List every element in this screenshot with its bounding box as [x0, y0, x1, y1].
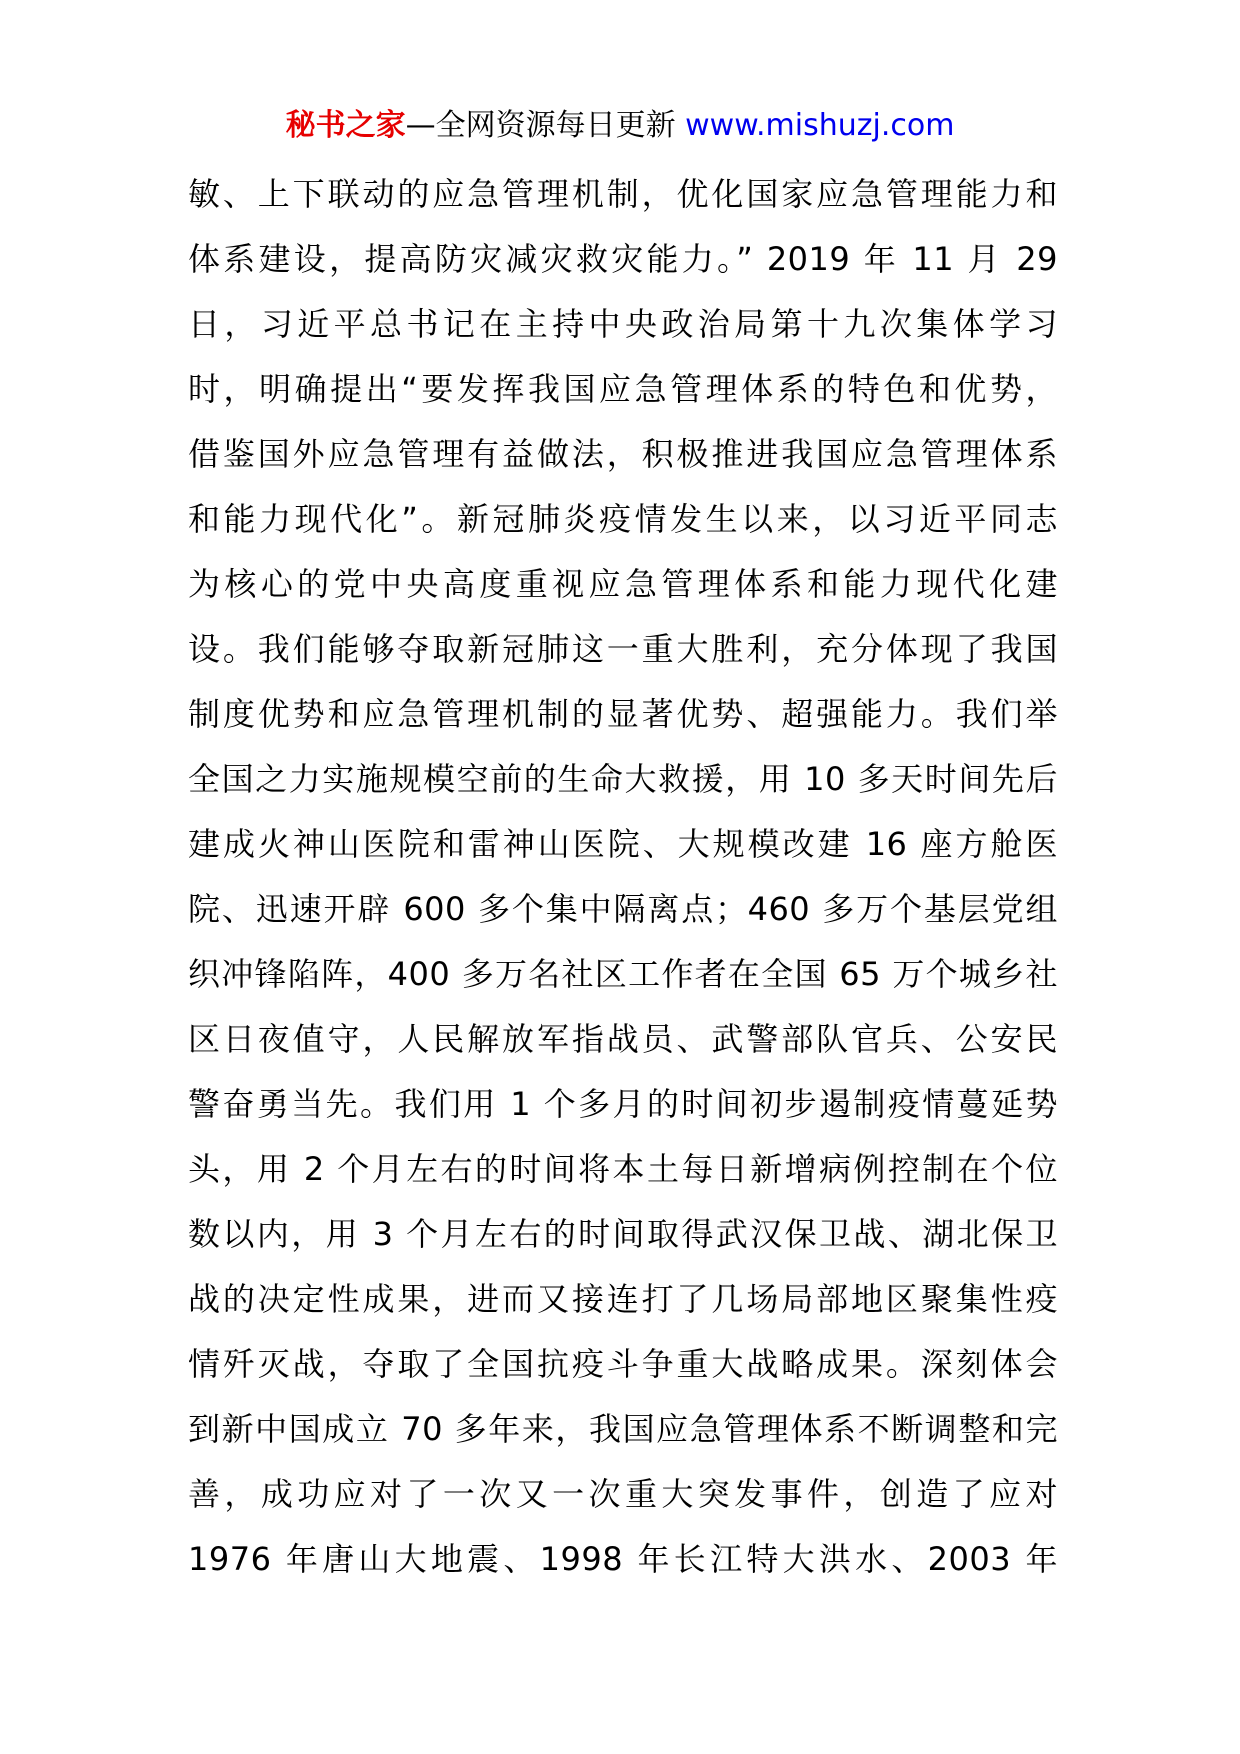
text-line: 织冲锋陷阵，400 多万名社区工作者在全国 65 万个城乡社: [188, 955, 1058, 993]
text-line: 时，明确提出“要发挥我国应急管理体系的特色和优势，: [188, 370, 1058, 408]
page-header: [0, 104, 1240, 148]
site-url-link[interactable]: www.mishuzj.com: [685, 108, 955, 143]
text-line: 头，用 2 个月左右的时间将本土每日新增病例控制在个位: [188, 1150, 1058, 1188]
text-line: 数以内，用 3 个月左右的时间取得武汉保卫战、湖北保卫: [188, 1215, 1058, 1253]
text-line: 情歼灭战，夺取了全国抗疫斗争重大战略成果。深刻体会: [188, 1345, 1058, 1383]
text-line: 全国之力实施规模空前的生命大救援，用 10 多天时间先后: [188, 760, 1058, 798]
text-line: 制度优势和应急管理机制的显著优势、超强能力。我们举: [188, 695, 1058, 733]
text-line: 为核心的党中央高度重视应急管理体系和能力现代化建: [188, 565, 1058, 603]
text-line: 借鉴国外应急管理有益做法，积极推进我国应急管理体系: [188, 435, 1058, 473]
text-line: 院、迅速开辟 600 多个集中隔离点；460 多万个基层党组: [188, 890, 1058, 928]
text-line: 区日夜值守，人民解放军指战员、武警部队官兵、公安民: [188, 1020, 1058, 1058]
text-line: 体系建设，提高防灾减灾救灾能力。” 2019 年 11 月 29: [188, 240, 1058, 278]
text-line: 日，习近平总书记在主持中央政治局第十九次集体学习: [188, 305, 1058, 343]
text-line: 战的决定性成果，进而又接连打了几场局部地区聚集性疫: [188, 1280, 1058, 1318]
brand-name: 秘书之家: [285, 108, 406, 143]
body-paragraph: [188, 162, 1058, 1592]
header-tagline: —全网资源每日更新: [405, 108, 676, 143]
text-line: 敏、上下联动的应急管理机制，优化国家应急管理能力和: [188, 175, 1058, 213]
text-line: 警奋勇当先。我们用 1 个多月的时间初步遏制疫情蔓延势: [188, 1085, 1058, 1123]
text-line: 和能力现代化”。新冠肺炎疫情发生以来，以习近平同志: [188, 500, 1058, 538]
text-line: 到新中国成立 70 多年来，我国应急管理体系不断调整和完: [188, 1410, 1058, 1448]
text-line: 1976 年唐山大地震、1998 年长江特大洪水、2003 年: [188, 1540, 1058, 1578]
text-line: 建成火神山医院和雷神山医院、大规模改建 16 座方舱医: [188, 825, 1058, 863]
text-line: 善，成功应对了一次又一次重大突发事件，创造了应对: [188, 1475, 1058, 1513]
text-line: 设。我们能够夺取新冠肺这一重大胜利，充分体现了我国: [188, 630, 1058, 668]
